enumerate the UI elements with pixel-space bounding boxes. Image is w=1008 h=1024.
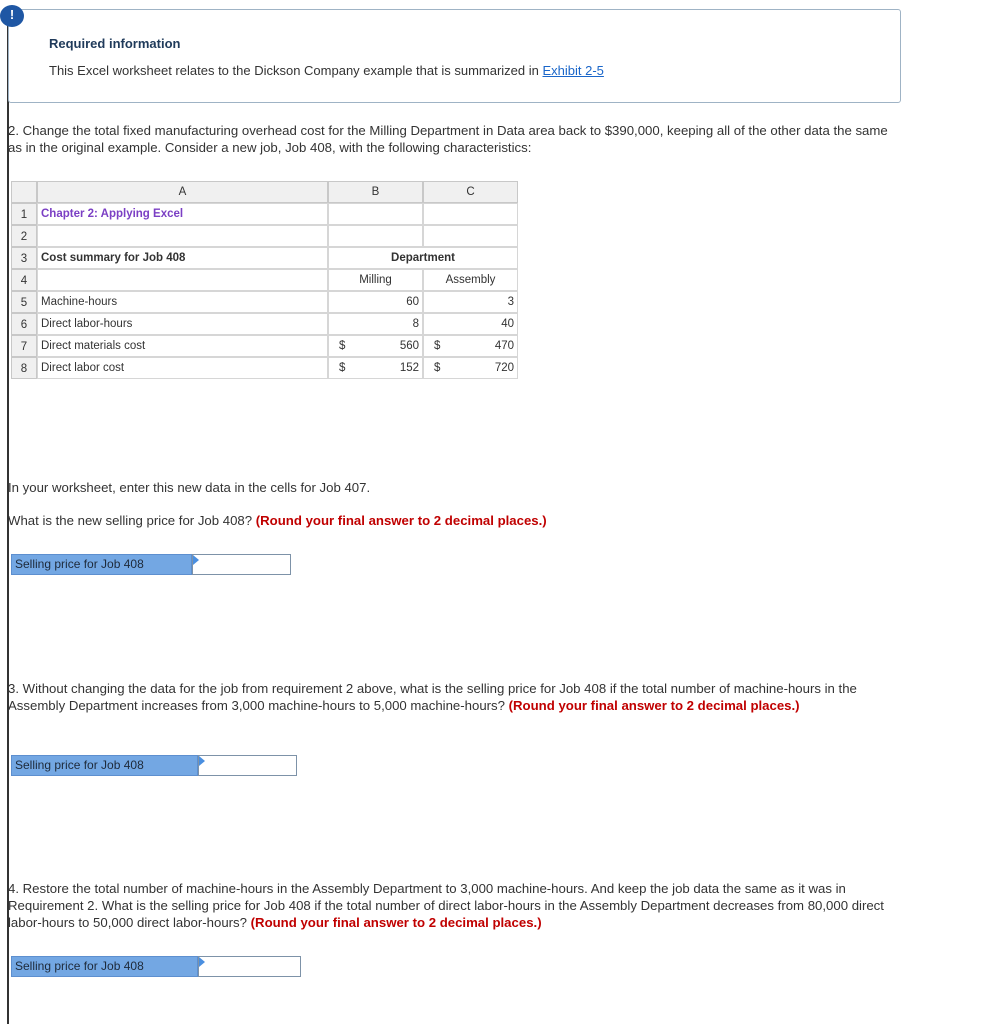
row-number[interactable]: 2 bbox=[11, 225, 37, 247]
question-2-instruction: In your worksheet, enter this new data in the cells for Job 407. bbox=[8, 480, 371, 495]
question-2-text: 2. Change the total fixed manufacturing overhead cost for the Milling Department in Data area back to $390,000, keeping all of the other data the same as in the original example. Consider a new job, Job 408, with the following characteristics: bbox=[8, 123, 888, 155]
milling-value[interactable]: 8 bbox=[328, 313, 423, 335]
question-2-prompt bbox=[8, 512, 888, 529]
info-text-body: This Excel worksheet relates to the Dickson Company example that is summarized in bbox=[49, 63, 543, 78]
flag-icon bbox=[193, 555, 199, 565]
rounding-note: (Round your final answer to 2 decimal places.) bbox=[255, 513, 547, 528]
flag-icon bbox=[199, 957, 205, 967]
assembly-value[interactable]: 720 bbox=[423, 357, 518, 379]
rounding-note: (Round your final answer to 2 decimal places.) bbox=[508, 698, 800, 713]
rounding-note: (Round your final answer to 2 decimal places.) bbox=[250, 915, 542, 930]
corner-header bbox=[11, 181, 37, 203]
question-3-text bbox=[8, 680, 888, 714]
row-number[interactable]: 1 bbox=[11, 203, 37, 225]
selling-price-input-q2[interactable] bbox=[192, 554, 291, 575]
info-text bbox=[49, 63, 604, 78]
item-label[interactable]: Direct materials cost bbox=[37, 335, 328, 357]
row-number[interactable]: 4 bbox=[11, 269, 37, 291]
cell-b1[interactable] bbox=[328, 203, 423, 225]
exhibit-link[interactable]: Exhibit 2-5 bbox=[542, 63, 604, 78]
required-information-box bbox=[8, 9, 901, 103]
assembly-value[interactable]: 40 bbox=[423, 313, 518, 335]
question-4-body: 4. Restore the total number of machine-hours in the Assembly Department to 3,000 machine-hours. And keep the job data the same as it was in Requirement 2. What is the selling price for Job 408 if the total number of direct labor-hours in the Assembly Department decreases from 80,000 direct labor-hours to 50,000 direct labor-hours? bbox=[8, 881, 884, 930]
currency-symbol: $ bbox=[434, 340, 441, 352]
column-header-b[interactable]: B bbox=[328, 181, 423, 203]
cost-summary-label[interactable]: Cost summary for Job 408 bbox=[37, 247, 328, 269]
department-header[interactable]: Department bbox=[328, 247, 518, 269]
row-number[interactable]: 5 bbox=[11, 291, 37, 313]
currency-symbol: $ bbox=[339, 340, 346, 352]
assembly-value[interactable]: 470 bbox=[423, 335, 518, 357]
column-header-a[interactable]: A bbox=[37, 181, 328, 203]
assembly-value[interactable]: 3 bbox=[423, 291, 518, 313]
column-header-c[interactable]: C bbox=[423, 181, 518, 203]
cell-c1[interactable] bbox=[423, 203, 518, 225]
flag-icon bbox=[199, 756, 205, 766]
selling-price-input-q3[interactable] bbox=[198, 755, 297, 776]
currency-symbol: $ bbox=[339, 362, 346, 374]
cell-a2[interactable] bbox=[37, 225, 328, 247]
row-number[interactable]: 7 bbox=[11, 335, 37, 357]
question-4-text bbox=[8, 880, 888, 931]
assembly-header[interactable]: Assembly bbox=[423, 269, 518, 291]
alert-icon: ! bbox=[0, 5, 24, 27]
cell-b2[interactable] bbox=[328, 225, 423, 247]
answer-label: Selling price for Job 408 bbox=[11, 956, 198, 977]
cell-c2[interactable] bbox=[423, 225, 518, 247]
answer-label: Selling price for Job 408 bbox=[11, 554, 192, 575]
answer-label: Selling price for Job 408 bbox=[11, 755, 198, 776]
currency-symbol: $ bbox=[434, 362, 441, 374]
item-label[interactable]: Machine-hours bbox=[37, 291, 328, 313]
info-title: Required information bbox=[49, 36, 181, 51]
sheet-title-cell[interactable]: Chapter 2: Applying Excel bbox=[37, 203, 328, 225]
row-number[interactable]: 3 bbox=[11, 247, 37, 269]
selling-price-input-q4[interactable] bbox=[198, 956, 301, 977]
cell-a4[interactable] bbox=[37, 269, 328, 291]
milling-value[interactable]: 60 bbox=[328, 291, 423, 313]
row-number[interactable]: 8 bbox=[11, 357, 37, 379]
item-label[interactable]: Direct labor cost bbox=[37, 357, 328, 379]
milling-value[interactable]: 152 bbox=[328, 357, 423, 379]
question-2-question: What is the new selling price for Job 408? bbox=[8, 513, 256, 528]
milling-header[interactable]: Milling bbox=[328, 269, 423, 291]
milling-value[interactable]: 560 bbox=[328, 335, 423, 357]
row-number[interactable]: 6 bbox=[11, 313, 37, 335]
question-3-body: 3. Without changing the data for the job from requirement 2 above, what is the selling price for Job 408 if the total number of machine-hours in the Assembly Department increases from 3,000 machine-hours to 5,000 machine-hours? bbox=[8, 681, 857, 713]
item-label[interactable]: Direct labor-hours bbox=[37, 313, 328, 335]
